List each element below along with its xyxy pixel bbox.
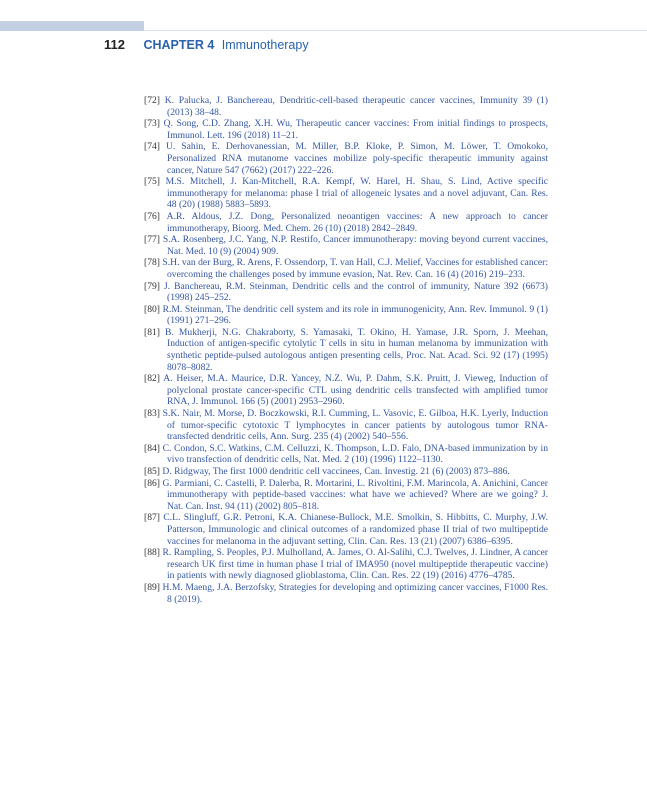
reference-number: [84] bbox=[144, 442, 160, 454]
reference-number: [81] bbox=[144, 326, 160, 338]
reference-item bbox=[144, 141, 548, 176]
reference-item bbox=[144, 466, 548, 478]
reference-item bbox=[144, 118, 548, 141]
reference-item bbox=[144, 443, 548, 466]
chapter-title: Immunotherapy bbox=[221, 38, 309, 52]
reference-list bbox=[144, 95, 548, 605]
reference-number: [76] bbox=[144, 210, 160, 222]
reference-text[interactable]: H.M. Maeng, J.A. Berzofsky, Strategies for developing and optimizing cancer vaccines, F1000 Res. 8 (2019). bbox=[162, 581, 548, 605]
reference-number: [88] bbox=[144, 547, 160, 559]
reference-item bbox=[144, 373, 548, 408]
reference-item bbox=[144, 327, 548, 373]
running-header bbox=[104, 36, 309, 54]
reference-item bbox=[144, 547, 548, 582]
reference-text[interactable]: A. Heiser, M.A. Maurice, D.R. Yancey, N.Z. Wu, P. Dahm, S.K. Pruitt, J. Vieweg, Induction of polyclonal prostate cancer-specific CTL using dendritic cells transfected with amplified tumor RNA, J. Immunol. 166 (5) (2001) 2953–2960. bbox=[163, 373, 548, 408]
reference-item bbox=[144, 408, 548, 443]
reference-text[interactable]: S.A. Rosenberg, J.C. Yang, N.P. Restifo, Cancer immunotherapy: moving beyond current vaccines, Nat. Med. 10 (9) (2004) 909. bbox=[162, 234, 548, 257]
reference-item bbox=[144, 582, 548, 605]
reference-number: [82] bbox=[144, 373, 160, 385]
reference-number: [89] bbox=[144, 581, 160, 593]
reference-number: [80] bbox=[144, 303, 160, 315]
chapter-label: CHAPTER 4 bbox=[143, 38, 215, 52]
reference-item bbox=[144, 304, 548, 327]
reference-text[interactable]: Q. Song, C.D. Zhang, X.H. Wu, Therapeutic cancer vaccines: From initial findings to prospects, Immunol. Lett. 196 (2018) 11–21. bbox=[163, 118, 549, 141]
reference-number: [77] bbox=[144, 234, 160, 246]
reference-item bbox=[144, 281, 548, 304]
reference-text[interactable]: C. Condon, S.C. Watkins, C.M. Celluzzi, K. Thompson, L.D. Falo, DNA-based immunization by in vivo transfection of dendritic cells, Nat. Med. 2 (10) (1996) 1122–1130. bbox=[162, 442, 548, 466]
reference-number: [73] bbox=[144, 118, 160, 130]
reference-text[interactable]: M.S. Mitchell, J. Kan-Mitchell, R.A. Kempf, W. Harel, H. Shau, S. Lind, Active specific immunotherapy for melanoma: phase I trial of allogeneic lysates and a novel adjuvant, Can. Res. 48 (20) (1988) 5883–5893. bbox=[165, 176, 548, 211]
reference-number: [75] bbox=[144, 176, 160, 188]
reference-text[interactable]: J. Banchereau, R.M. Steinman, Dendritic cells and the control of immunity, Nature 392 (6673) (1998) 245–252. bbox=[164, 280, 548, 304]
page-number: 112 bbox=[104, 37, 125, 52]
reference-text[interactable]: R.M. Steinman, The dendritic cell system and its role in immunogenicity, Ann. Rev. Immunol. 9 (1) (1991) 271–296. bbox=[162, 303, 548, 327]
header-accent-bar bbox=[0, 21, 144, 31]
reference-text[interactable]: R. Rampling, S. Peoples, P.J. Mulholland, A. James, O. Al-Salihi, C.J. Twelves, J. Lindner, A cancer research UK first time in human phase I trial of IMA950 (novel multipeptide therapeutic vaccine) in patients with newly diagnosed glioblastoma, Clin. Can. Res. 22 (19) (2016) 4776–4785. bbox=[162, 547, 548, 582]
reference-text[interactable]: D. Ridgway, The first 1000 dendritic cell vaccinees, Can. Investig. 21 (6) (2003) 873–886. bbox=[162, 466, 510, 477]
reference-number: [87] bbox=[144, 512, 160, 524]
reference-number: [74] bbox=[144, 141, 160, 153]
reference-number: [85] bbox=[144, 466, 160, 477]
reference-number: [78] bbox=[144, 257, 160, 269]
reference-item bbox=[144, 176, 548, 211]
reference-text[interactable]: K. Palucka, J. Banchereau, Dendritic-cell-based therapeutic cancer vaccines, Immunity 39 (1) (2013) 38–48. bbox=[164, 95, 548, 118]
reference-number: [72] bbox=[144, 95, 160, 106]
reference-item bbox=[144, 512, 548, 547]
reference-item bbox=[144, 211, 548, 234]
reference-text[interactable]: U. Sahin, E. Derhovanessian, M. Miller, B.P. Kloke, P. Simon, M. Löwer, T. Omokoko, Personalized RNA mutanome vaccines mobilize poly-specific therapeutic immunity against cancer, Nature 547 (7662) (2017) 222–226. bbox=[165, 141, 548, 176]
reference-text[interactable]: A.R. Aldous, J.Z. Dong, Personalized neoantigen vaccines: A new approach to cancer immunotherapy, Bioorg. Med. Chem. 26 (10) (2018) 2842–2849. bbox=[166, 210, 549, 234]
reference-number: [83] bbox=[144, 408, 160, 420]
header-rule bbox=[144, 30, 647, 31]
reference-item bbox=[144, 478, 548, 513]
reference-text[interactable]: G. Parmiani, C. Castelli, P. Dalerba, R. Mortarini, L. Rivoltini, F.M. Marincola, A. Anichini, Cancer immunotherapy with peptide-based vaccines: what have we achieved? Where are we going? J. Nat. Can. Inst. 94 (11) (2002) 805–818. bbox=[162, 477, 548, 512]
reference-text[interactable]: S.K. Nair, M. Morse, D. Boczkowski, R.I. Cumming, L. Vasovic, E. Gilboa, H.K. Lyerly, Induction of tumor-specific cytotoxic T lymphocytes in cancer patients by autologous tumor RNA-transfected dendritic cells, Ann. Surg. 235 (4) (2002) 540–556. bbox=[162, 408, 549, 443]
reference-item bbox=[144, 234, 548, 257]
reference-item bbox=[144, 95, 548, 118]
reference-number: [79] bbox=[144, 280, 160, 292]
reference-text[interactable]: C.L. Slingluff, G.R. Petroni, K.A. Chianese-Bullock, M.E. Smolkin, S. Hibbitts, C. Murphy, J.W. Patterson, Immunologic and clinical outcomes of a randomized phase II trial of two multipeptide vaccines for melanoma in the adjuvant setting, Clin. Can. Res. 13 (21) (2007) 6386–6395. bbox=[163, 512, 548, 547]
reference-number: [86] bbox=[144, 477, 160, 489]
reference-text[interactable]: S.H. van der Burg, R. Arens, F. Ossendorp, T. van Hall, C.J. Melief, Vaccines for established cancer: overcoming the challenges posed by immune evasion, Nat. Rev. Can. 16 (4) (2016) 219–233. bbox=[162, 257, 548, 280]
reference-item bbox=[144, 257, 548, 280]
reference-text[interactable]: B. Mukherji, N.G. Chakraborty, S. Yamasaki, T. Okino, H. Yamase, J.R. Sporn, J. Meehan, Induction of antigen-specific cytolytic T cells in situ in human melanoma by immunization with synthetic peptide-pulsed autologous antigen presenting cells, Proc. Nat. Acad. Sci. 92 (17) (1995) 8078–8082. bbox=[165, 326, 548, 373]
